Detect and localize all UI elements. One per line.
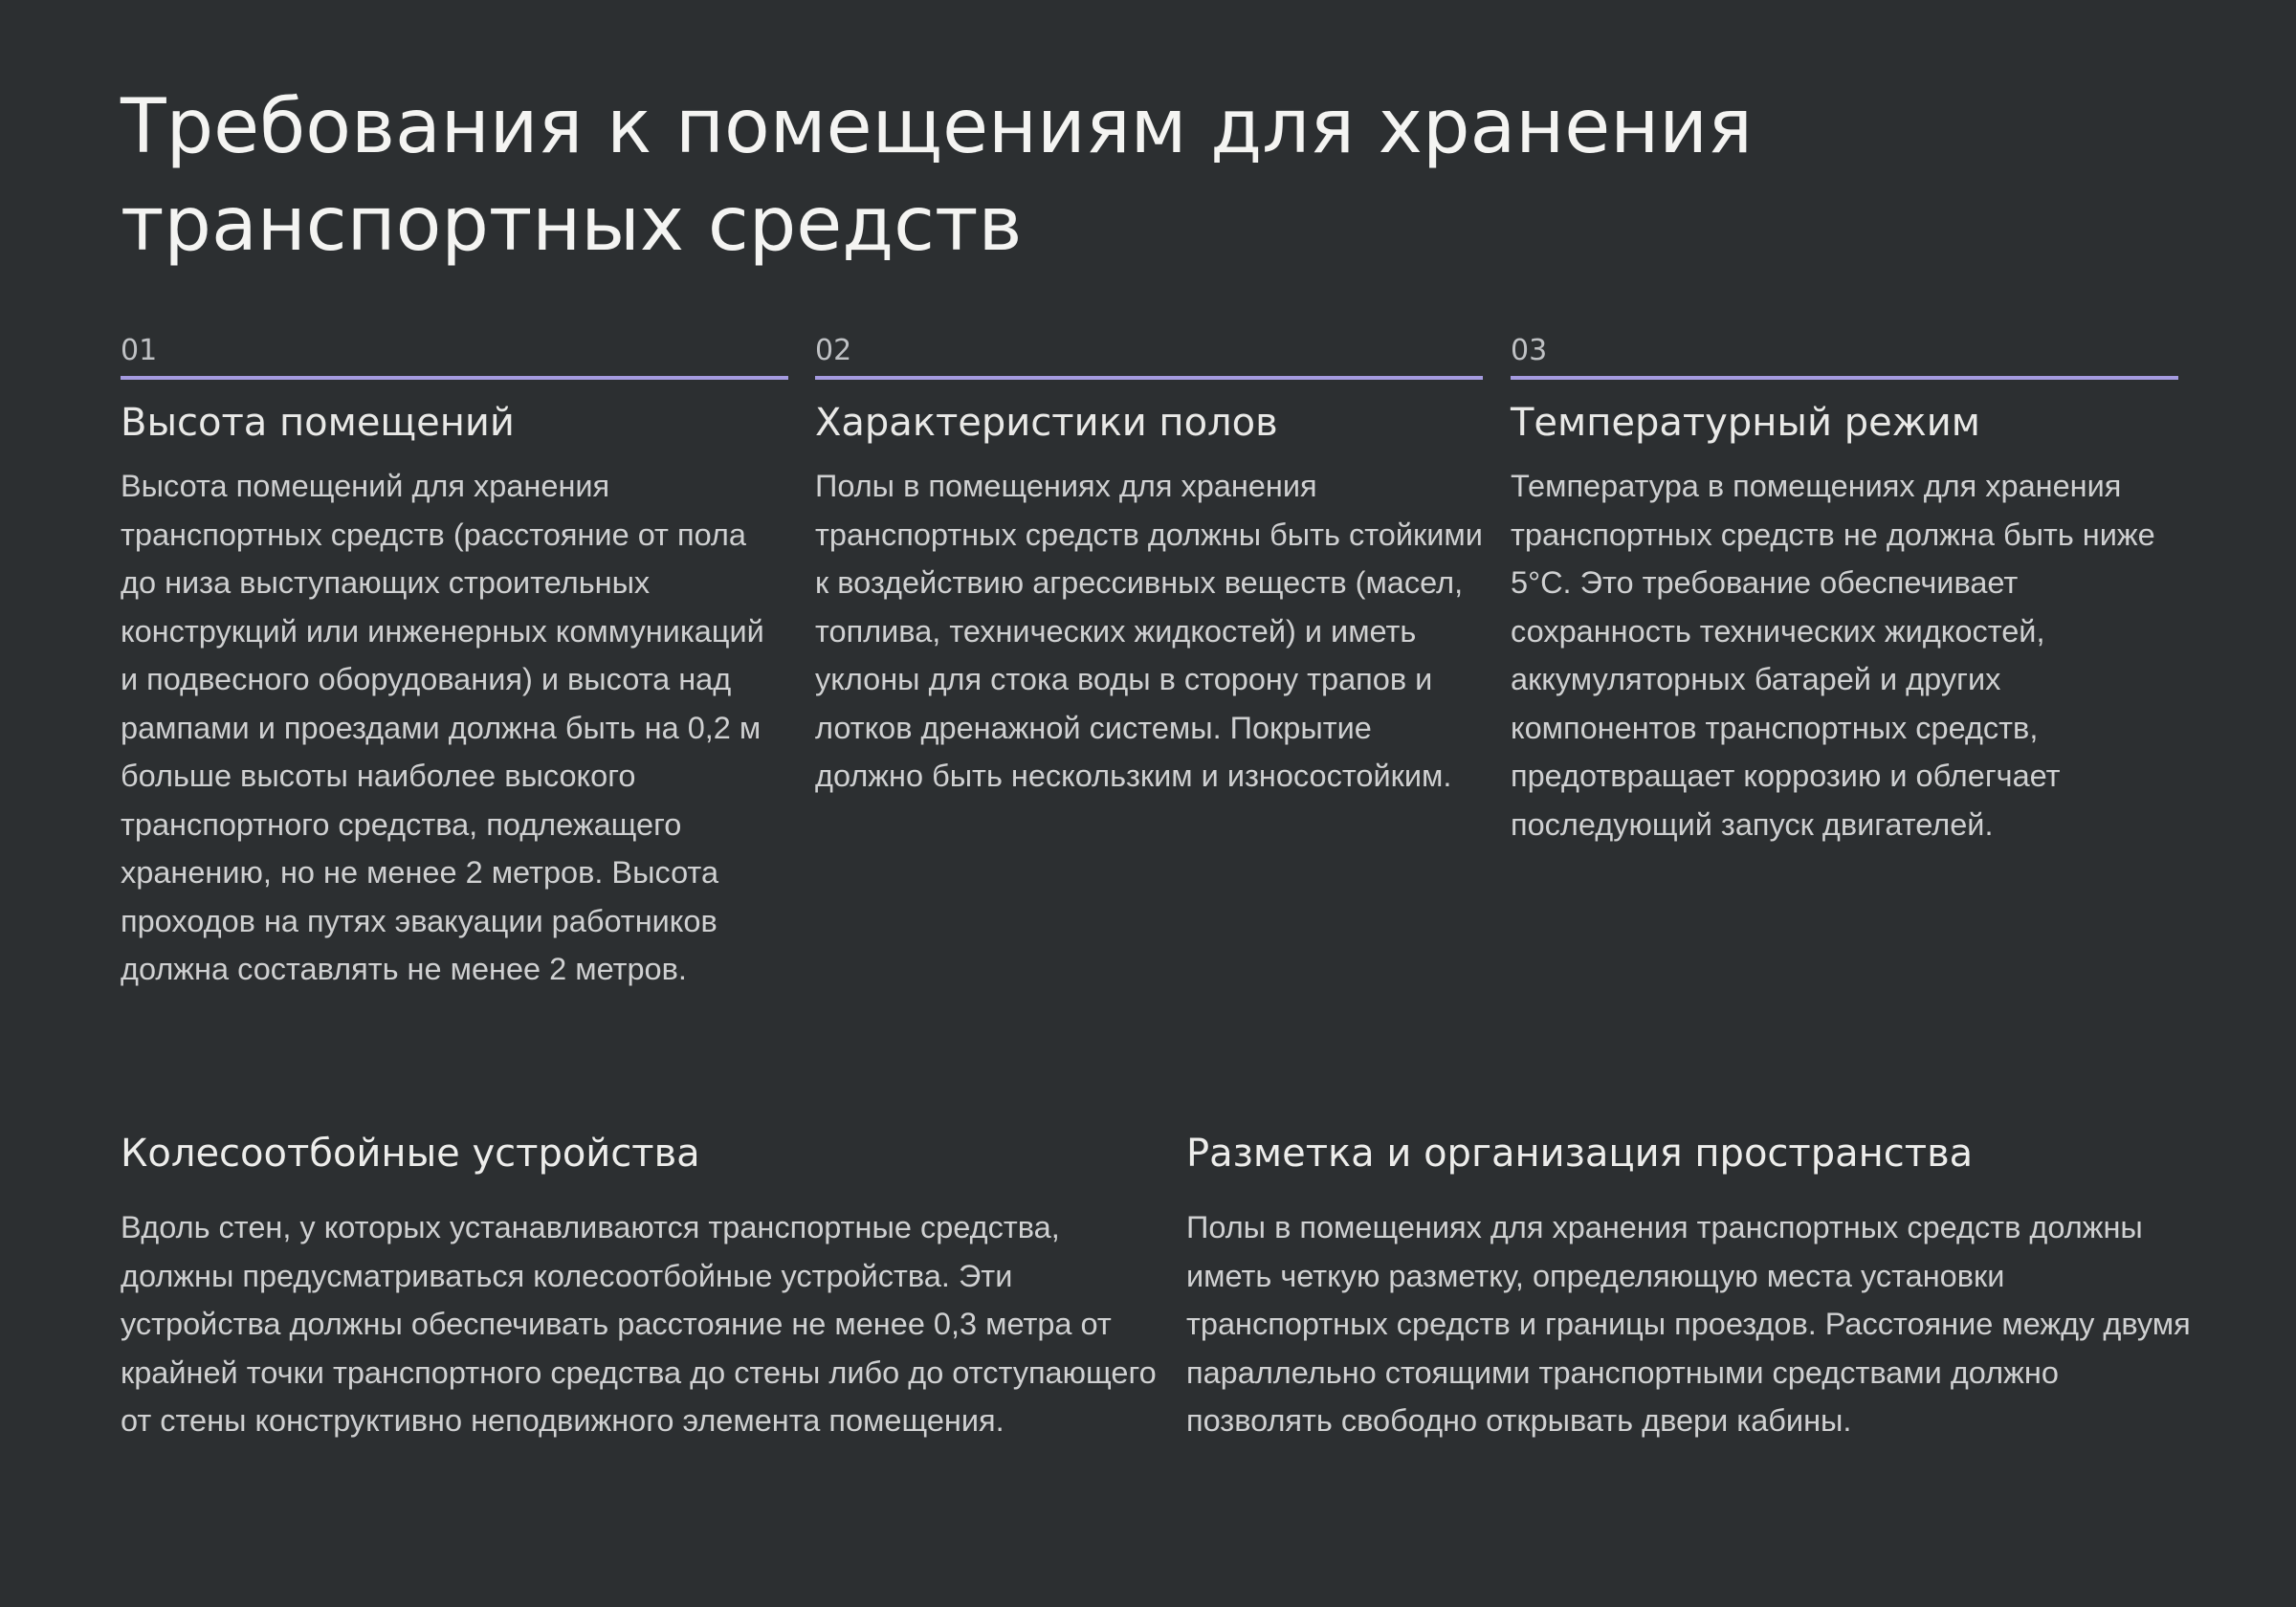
requirement-column-2: [815, 335, 1483, 801]
requirement-column-1: [121, 335, 788, 994]
column-number: 01: [121, 334, 158, 367]
bottom-block-marking: [1186, 1127, 2191, 1445]
column-number: 02: [815, 334, 852, 367]
block-heading: Разметка и организация пространства: [1186, 1132, 1974, 1176]
block-text: Вдоль стен, у которых устанавливаются транспортные средства, должны предусматриваться колесоотбойные устройства. Эти устройства должны обеспечивать расстояние не менее 0,3 метра от крайней точки транспортного средства до стены либо до отступающего от стены конструктивно неподвижного элемента помещения.: [121, 1210, 1157, 1438]
column-text: Температура в помещениях для хранения транспортных средств не должна быть ниже 5°С. Это требование обеспечивает сохранность технических жидкостей, аккумуляторных батарей и других компонентов транспортных средств, предотвращает коррозию и облегчает последующий запуск двигателей.: [1511, 469, 2155, 842]
block-text: Полы в помещениях для хранения транспортных средств должны иметь четкую разметку, определяющую места установки транспортных средств и границы проездов. Расстояние между двумя параллельно стоящими транспортными средствами должно позволять свободно открывать двери кабины.: [1186, 1210, 2191, 1438]
bottom-block-wheel-stops: [121, 1127, 1163, 1445]
requirement-column-3: [1511, 335, 2178, 848]
column-text: Полы в помещениях для хранения транспортных средств должны быть стойкими к воздействию агрессивных веществ (масел, топлива, технических жидкостей) и иметь уклоны для стока воды в сторону трапов и лотков дренажной системы. Покрытие должно быть нескользким и износостойким.: [815, 469, 1483, 793]
accent-divider: [815, 376, 1483, 380]
column-number: 03: [1511, 334, 1548, 367]
block-heading: Колесоотбойные устройства: [121, 1132, 700, 1176]
column-heading: Характеристики полов: [815, 401, 1278, 445]
column-text: Высота помещений для хранения транспортных средств (расстояние от пола до низа выступающих строительных конструкций или инженерных коммуникаций и подвесного оборудования) и высота над рампами и проездами должна быть на 0,2 м больше высоты наиболее высокого транспортного средства, подлежащего хранению, но не менее 2 метров. Высота проходов на путях эвакуации работников должна составлять не менее 2 метров.: [121, 469, 764, 986]
column-heading: Высота помещений: [121, 401, 515, 445]
accent-divider: [121, 376, 788, 380]
page-title: Требования к помещениям для хранения транспортных средств: [121, 84, 1753, 268]
accent-divider: [1511, 376, 2178, 380]
column-heading: Температурный режим: [1511, 401, 1980, 445]
